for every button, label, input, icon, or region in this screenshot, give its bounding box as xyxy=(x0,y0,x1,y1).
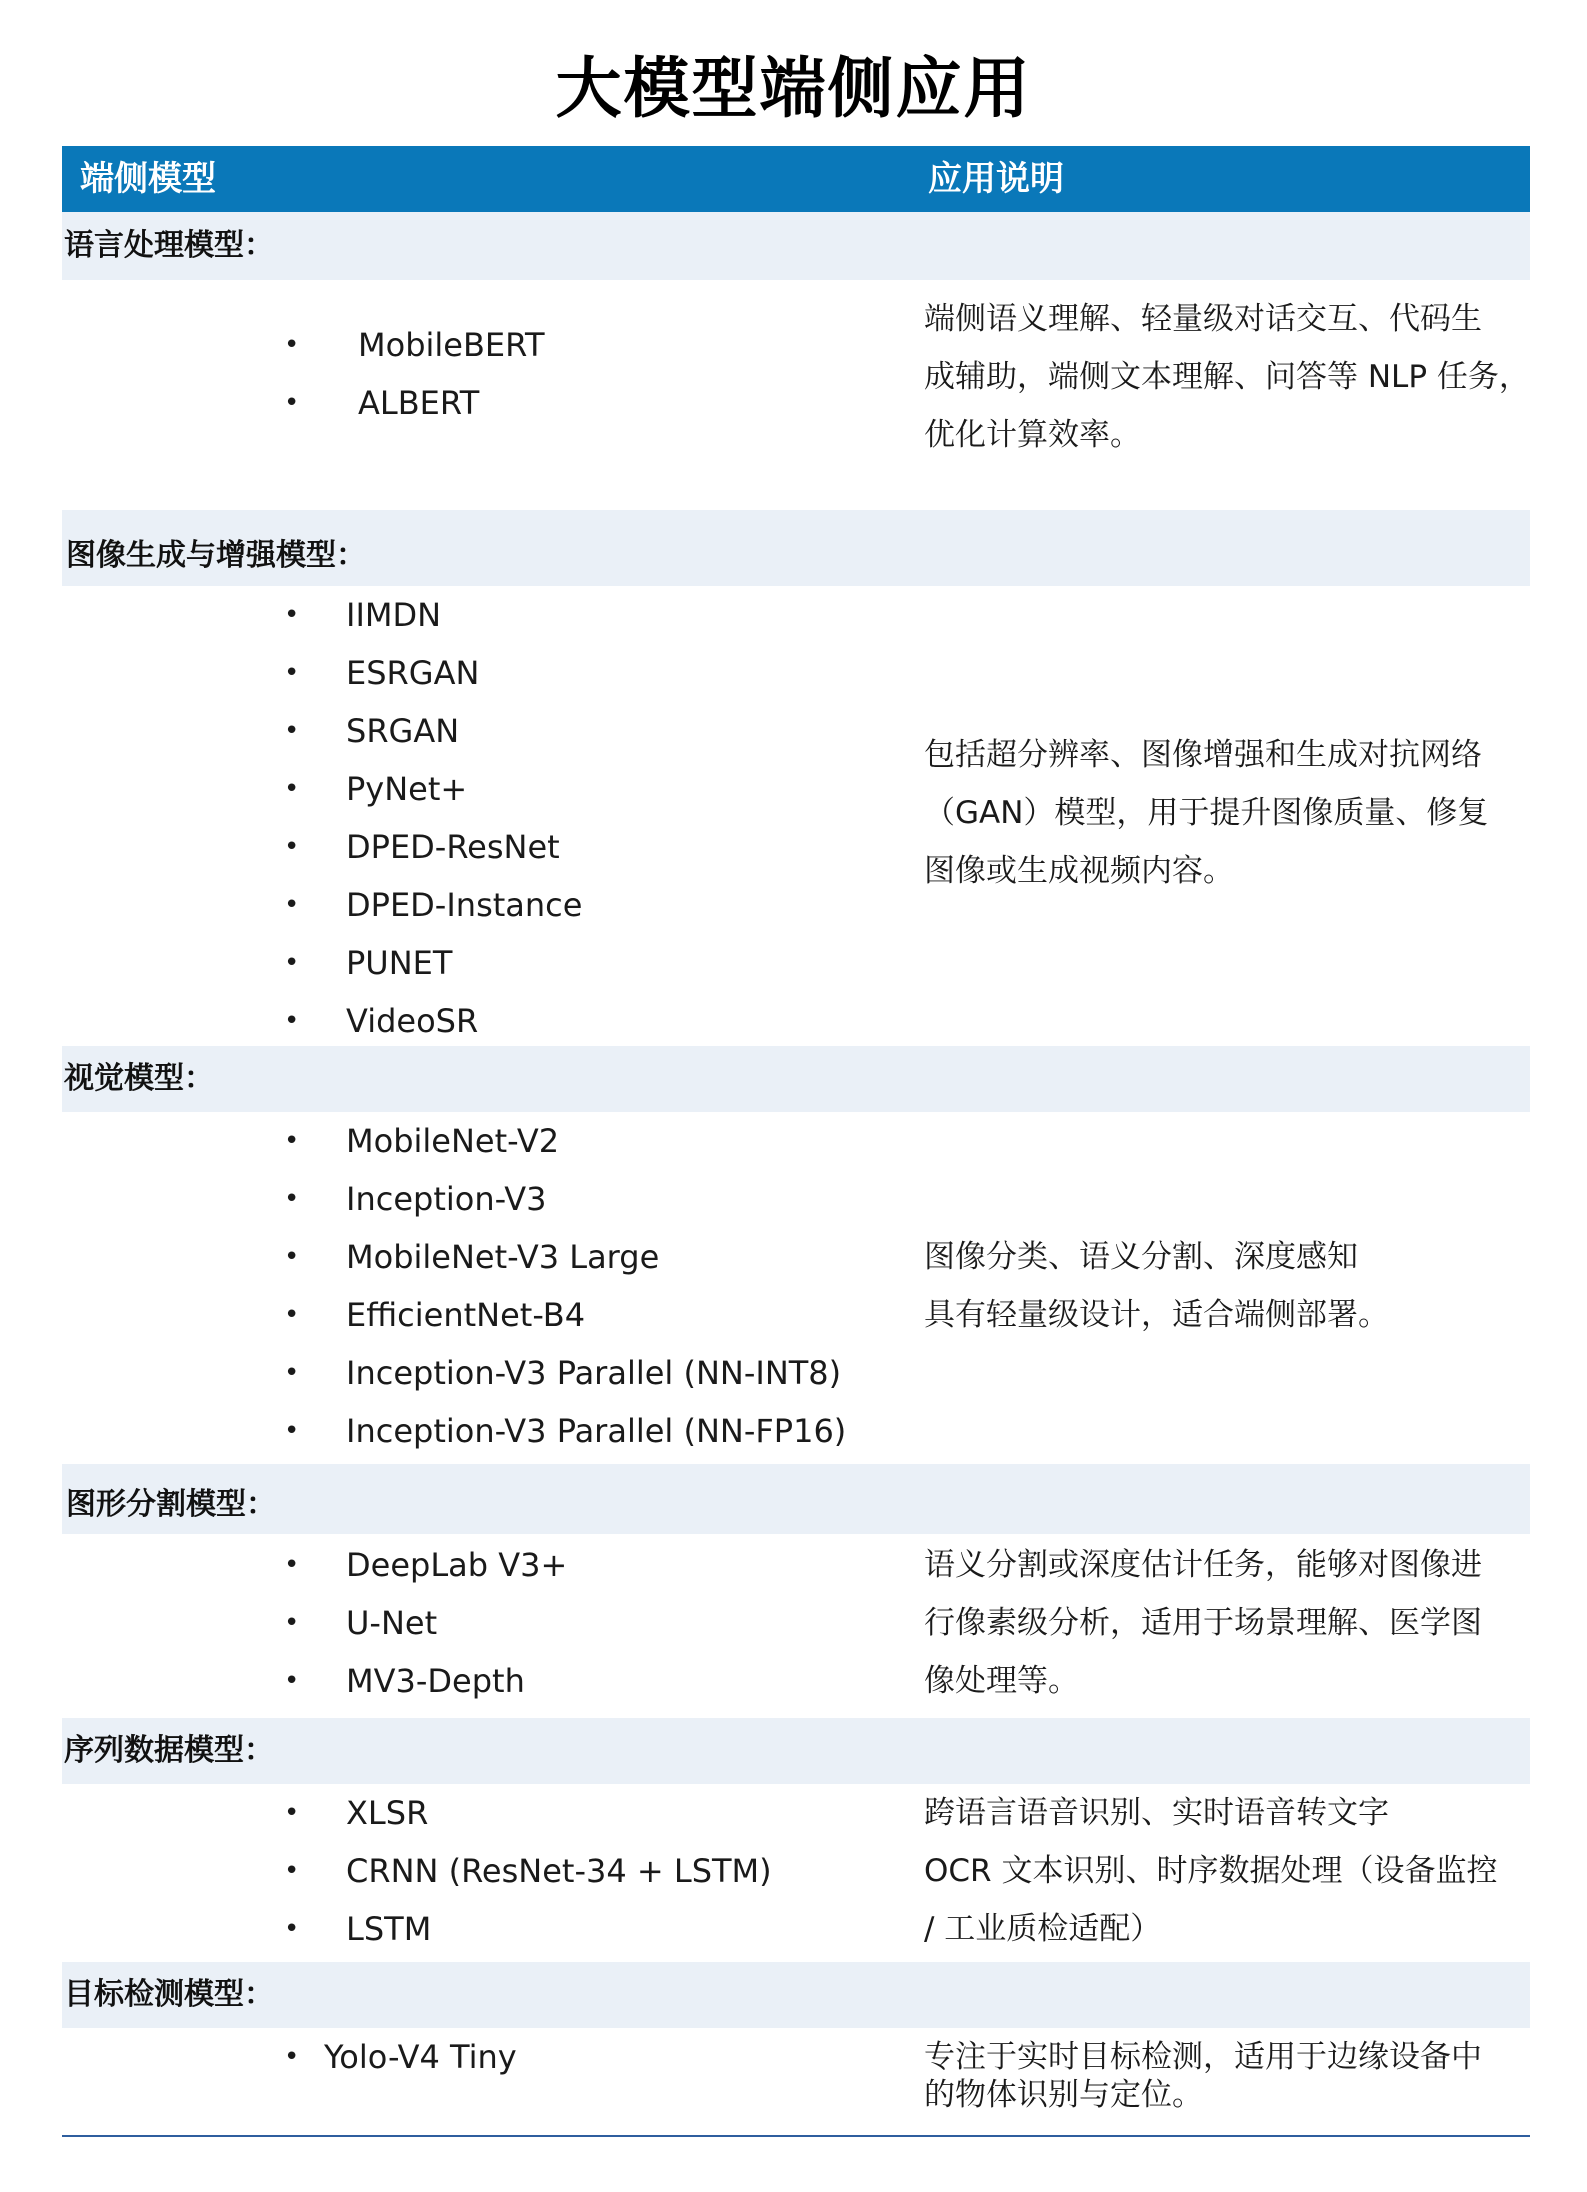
list-item xyxy=(62,1170,922,1228)
category-label: 序列数据模型： xyxy=(64,1733,274,1768)
description-line: 跨语言语音识别、实时语音转文字 xyxy=(924,1795,1389,1831)
model-list xyxy=(62,586,922,1050)
category-label: 视觉模型： xyxy=(64,1061,214,1096)
bullet-icon: • xyxy=(284,1006,300,1036)
description xyxy=(924,290,1534,464)
model-name: Inception-V3 Parallel (NN-INT8) xyxy=(346,1354,842,1392)
category-row-image-generation xyxy=(62,510,1530,586)
model-name: LSTM xyxy=(346,1910,432,1948)
bullet-icon: • xyxy=(284,716,300,746)
model-name: IIMDN xyxy=(346,596,442,634)
bottom-divider xyxy=(62,2135,1530,2137)
list-item xyxy=(62,1286,922,1344)
description-line: / 工业质检适配） xyxy=(924,1911,1162,1947)
list-item xyxy=(62,374,922,432)
list-item xyxy=(62,1402,922,1460)
bullet-icon: • xyxy=(284,1242,300,1272)
list-item xyxy=(62,702,922,760)
list-item xyxy=(62,1842,922,1900)
bullet-icon: • xyxy=(284,774,300,804)
bullet-icon: • xyxy=(284,1184,300,1214)
list-item xyxy=(62,1536,922,1594)
list-item xyxy=(62,1784,922,1842)
list-item xyxy=(62,1594,922,1652)
bullet-icon: • xyxy=(284,1300,300,1330)
model-name: XLSR xyxy=(346,1794,429,1832)
bullet-icon: • xyxy=(284,890,300,920)
model-name: PUNET xyxy=(346,944,453,982)
description-line: 专注于实时目标检测，适用于边缘设备中 xyxy=(924,2039,1482,2075)
list-item xyxy=(62,934,922,992)
model-list xyxy=(62,2028,922,2086)
bullet-icon: • xyxy=(284,658,300,688)
bullet-icon: • xyxy=(284,1416,300,1446)
bullet-icon: • xyxy=(284,388,300,418)
description-line: 成辅助，端侧文本理解、问答等 NLP 任务， xyxy=(924,359,1530,395)
model-name: ALBERT xyxy=(358,384,480,422)
bullet-icon: • xyxy=(284,600,300,630)
list-item xyxy=(62,818,922,876)
model-name: MV3-Depth xyxy=(346,1662,525,1700)
model-name: Inception-V3 xyxy=(346,1180,547,1218)
bullet-icon: • xyxy=(284,1798,300,1828)
description-line: 图像或生成视频内容。 xyxy=(924,853,1234,889)
model-name: VideoSR xyxy=(346,1002,479,1040)
model-name: MobileNet-V3 Large xyxy=(346,1238,660,1276)
category-row-vision xyxy=(62,1046,1530,1112)
category-label: 图形分割模型： xyxy=(66,1487,276,1522)
description xyxy=(924,2028,1534,2114)
model-name: PyNet+ xyxy=(346,770,468,808)
list-item xyxy=(62,1112,922,1170)
bullet-icon: • xyxy=(284,1856,300,1886)
category-label: 图像生成与增强模型： xyxy=(66,538,366,573)
description xyxy=(924,1536,1534,1710)
description-line: （GAN）模型，用于提升图像质量、修复 xyxy=(924,795,1489,831)
description-line: 图像分类、语义分割、深度感知 xyxy=(924,1239,1358,1275)
bullet-icon: • xyxy=(284,1914,300,1944)
model-name: DPED-ResNet xyxy=(346,828,560,866)
list-item xyxy=(62,586,922,644)
category-row-segmentation xyxy=(62,1464,1530,1534)
list-item xyxy=(62,2028,922,2086)
model-name: MobileNet-V2 xyxy=(346,1122,560,1160)
model-name: Inception-V3 Parallel (NN-FP16) xyxy=(346,1412,847,1450)
description xyxy=(924,726,1534,900)
model-list xyxy=(62,1536,922,1710)
description-line: 语义分割或深度估计任务，能够对图像进 xyxy=(924,1547,1482,1583)
bullet-icon: • xyxy=(284,1608,300,1638)
model-name: DPED-Instance xyxy=(346,886,583,924)
model-name: SRGAN xyxy=(346,712,460,750)
table-header xyxy=(62,146,1530,212)
section-row-sequence xyxy=(62,1784,1530,1962)
category-row-sequence xyxy=(62,1718,1530,1784)
list-item xyxy=(62,1652,922,1710)
bullet-icon: • xyxy=(284,1126,300,1156)
description xyxy=(924,1228,1534,1344)
section-row-vision xyxy=(62,1112,1530,1464)
description xyxy=(924,1784,1534,1958)
model-name: Yolo-V4 Tiny xyxy=(324,2038,517,2076)
bullet-icon: • xyxy=(284,1666,300,1696)
model-list xyxy=(62,316,922,432)
bullet-icon: • xyxy=(284,330,300,360)
section-row-language xyxy=(62,280,1530,510)
model-name: U-Net xyxy=(346,1604,438,1642)
section-row-image-generation xyxy=(62,586,1530,1046)
category-row-language xyxy=(62,212,1530,280)
description-line: 的物体识别与定位。 xyxy=(924,2077,1203,2113)
description-line: 具有轻量级设计，适合端侧部署。 xyxy=(924,1297,1389,1333)
list-item xyxy=(62,316,922,374)
bullet-icon: • xyxy=(284,1550,300,1580)
list-item xyxy=(62,1900,922,1958)
list-item xyxy=(62,876,922,934)
description-line: 像处理等。 xyxy=(924,1663,1079,1699)
list-item xyxy=(62,1228,922,1286)
bullet-icon: • xyxy=(284,1358,300,1388)
model-list xyxy=(62,1112,922,1460)
list-item xyxy=(62,644,922,702)
description-line: 包括超分辨率、图像增强和生成对抗网络 xyxy=(924,737,1482,773)
section-row-detection xyxy=(62,2028,1530,2138)
description-line: 端侧语义理解、轻量级对话交互、代码生 xyxy=(924,301,1482,337)
section-row-segmentation xyxy=(62,1534,1530,1718)
model-name: DeepLab V3+ xyxy=(346,1546,568,1584)
model-name: MobileBERT xyxy=(358,326,545,364)
bullet-icon: • xyxy=(284,948,300,978)
model-name: EfficientNet-B4 xyxy=(346,1296,586,1334)
category-label: 语言处理模型： xyxy=(64,228,274,263)
description-line: 优化计算效率。 xyxy=(924,417,1141,453)
description-line: OCR 文本识别、时序数据处理（设备监控 xyxy=(924,1853,1498,1889)
model-name: ESRGAN xyxy=(346,654,480,692)
page-title: 大模型端侧应用 xyxy=(555,50,1032,127)
header-col-description: 应用说明 xyxy=(928,159,1064,199)
bullet-icon: • xyxy=(284,832,300,862)
bullet-icon: • xyxy=(284,2042,300,2072)
list-item xyxy=(62,1344,922,1402)
model-list xyxy=(62,1784,922,1958)
list-item xyxy=(62,992,922,1050)
description-line: 行像素级分析，适用于场景理解、医学图 xyxy=(924,1605,1482,1641)
category-row-detection xyxy=(62,1962,1530,2028)
category-label: 目标检测模型： xyxy=(64,1977,274,2012)
header-col-model: 端侧模型 xyxy=(80,159,216,199)
model-table xyxy=(62,146,1530,2138)
model-name: CRNN (ResNet-34 + LSTM) xyxy=(346,1852,772,1890)
list-item xyxy=(62,760,922,818)
